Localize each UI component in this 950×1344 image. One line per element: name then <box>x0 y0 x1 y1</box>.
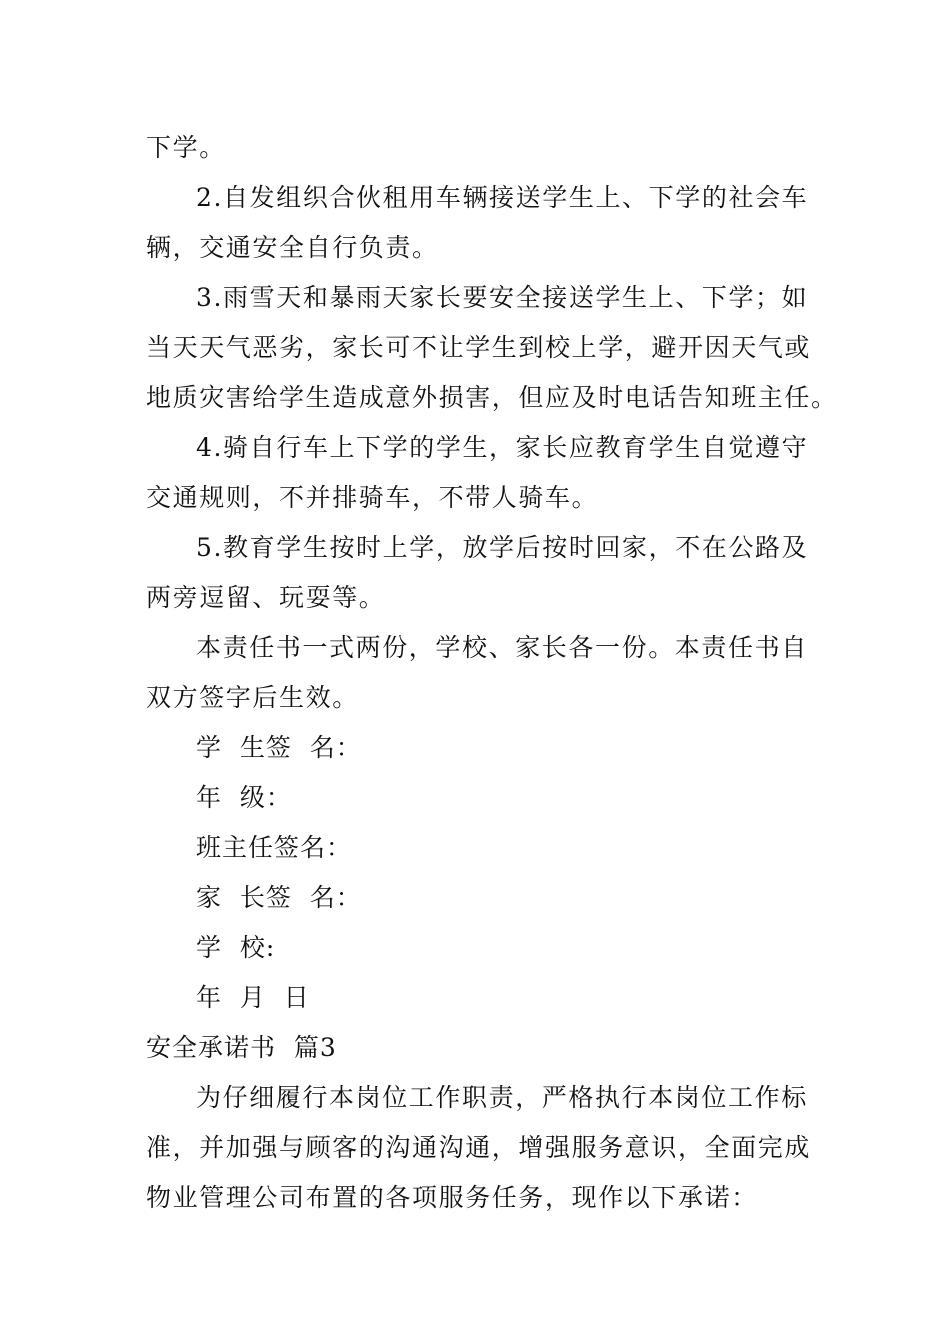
text-line: 为仔细履行本岗位工作职责，严格执行本岗位工作标 <box>196 1083 808 1112</box>
text-line: 辆，交通安全自行负责。 <box>146 233 439 262</box>
text-line: 交通规则，不并排骑车，不带人骑车。 <box>146 483 599 512</box>
grade-label: 年 级： <box>196 783 292 812</box>
text-line: 下学。 <box>146 133 226 162</box>
text-line: 物业管理公司布置的各项服务任务，现作以下承诺： <box>146 1183 758 1212</box>
parent-signature-label: 家 长签 名： <box>196 883 362 912</box>
student-signature-label: 学 生签 名： <box>196 733 362 762</box>
section-title: 安全承诺书 篇3 <box>146 1033 337 1062</box>
school-label: 学 校: <box>196 933 276 962</box>
date-label: 年 月 日 <box>196 983 310 1012</box>
text-line: 3.雨雪天和暴雨天家长要安全接送学生上、下学；如 <box>196 283 809 312</box>
text-line: 两旁逗留、玩耍等。 <box>146 583 386 612</box>
text-line: 4.骑自行车上下学的学生，家长应教育学生自觉遵守 <box>196 433 809 462</box>
text-line: 2.自发组织合伙租用车辆接送学生上、下学的社会车 <box>196 183 809 212</box>
text-line: 地质灾害给学生造成意外损害，但应及时电话告知班主任。 <box>146 383 838 412</box>
text-line: 准，并加强与顾客的沟通沟通，增强服务意识，全面完成 <box>146 1133 812 1162</box>
text-line: 双方签字后生效。 <box>146 683 359 712</box>
text-line: 当天天气恶劣，家长可不让学生到校上学，避开因天气或 <box>146 333 812 362</box>
text-line: 5.教育学生按时上学，放学后按时回家，不在公路及 <box>196 533 809 562</box>
text-line: 本责任书一式两份，学校、家长各一份。本责任书自 <box>196 633 808 662</box>
teacher-signature-label: 班主任签名： <box>196 833 353 862</box>
